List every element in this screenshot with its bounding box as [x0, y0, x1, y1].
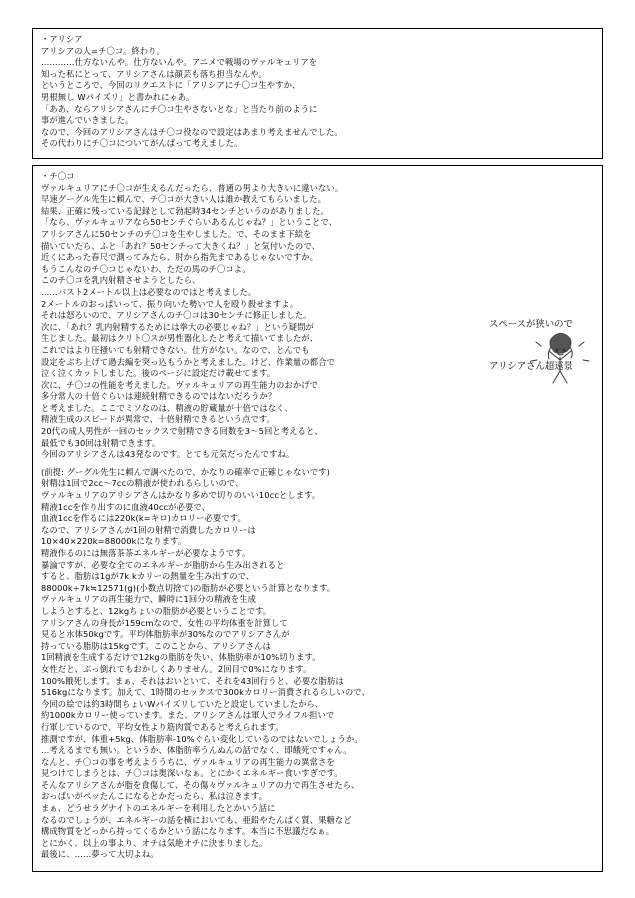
text-block-alisia-body: [33, 29, 602, 154]
text-line: 女性だと、ぶっ倒れてもおかしくありません。2回目で0%になります。: [41, 663, 312, 674]
text-line: ……バスト2メートル以上は必要なのではと考えました。: [41, 286, 257, 297]
text-line: …考えるまでも無い。というか、体脂肪率うんぬんの話でなく、即餓死ですゃん。: [41, 745, 352, 756]
text-line: 88000k÷7k≒12571(g)(小数点切捨て)の脂肪が必要という計算となります。: [41, 582, 336, 593]
text-line: おっぱいがペッたんこになるとかだったら、私は泣きます。: [41, 791, 268, 802]
chibi-character-doodle: [513, 330, 609, 406]
text-line: …………仕方ないんや。仕方ないんや。アニメで戦場のヴァルキュリアを: [41, 57, 318, 68]
text-line: 精液1ccを作り出すのに血液40ccが必要で、: [41, 501, 210, 512]
text-line: 事が進んでいきました。: [41, 115, 134, 126]
text-line: 構成物質をどっから持ってくるかという話になります。本当に不思議だなぁ。: [41, 826, 335, 837]
text-line: 男根無し Wパイズリ」と書かれにゃあ。: [41, 91, 195, 102]
text-line: それは怒ろいので、アリシアさんのチ〇コは30センチに修正しました。: [41, 310, 312, 321]
text-line: 今回の絵では約3時間ちょいWパイズリしていたと設定していましたから、: [41, 698, 324, 709]
text-line: 「ああ、ならアリシアさんにチ〇コ生やさないとな」と当たり前のように: [41, 103, 318, 114]
text-block-main-body: [33, 166, 602, 865]
text-line: 最低でも30回は射精できます。: [41, 437, 161, 448]
text-line: なので、今回のアリシアさんはチ〇コ役なので設定はあまり考えませんでした。: [41, 126, 343, 137]
text-line: 設定をぶち上げて過去編を突っ込もうかと考えました。けど、作業量の都合で: [41, 356, 335, 367]
text-line: と考えました。ここでミソなのは、精液の貯蔵量が十倍ではなく、: [41, 402, 293, 413]
text-line: 精液生成のスピードが異常で、十倍射精できるという点です。: [41, 414, 275, 425]
side-note-line: アリシアさん超遠景: [489, 361, 574, 372]
text-line: 次に、「あれ？乳内射精するためには拳大の必要じゃね？」という疑問が: [41, 321, 314, 332]
text-line: 精液作るのには無落茶茶エネルギーが必要なようです。: [41, 548, 251, 558]
text-line: 射精は1回で2cc～7ccの精液が使われるらしいので、: [41, 478, 244, 489]
text-line: その代わりにチ〇コについてがんばって考えました。: [41, 138, 243, 149]
text-line: 次に、チ〇コの性能を考えました。ヴァルキュリアの再生能力のおかげで: [41, 379, 319, 390]
side-note-line: スペースが狭いので: [489, 319, 573, 330]
text-line: 推測ですが、体重+5kg、体脂肪率-10%ぐらい変化しているのではないでしょうか。: [41, 733, 363, 744]
text-line: これではより圧掻いても射精できない。仕方がない。なので、とんでも: [41, 344, 310, 355]
text-line: 早速グーグル先生に頼んで、チ〇コが大きい人は誰か教えてもらいました。: [41, 194, 327, 205]
text-line: 20代の成人男性が一回のセックスで射精できる回数を3～5回と考えると、: [41, 426, 323, 437]
text-line: 見つけてしまうとは、チ〇コは奥深いなぁ。とにかくエネルギー食いすぎです。: [41, 768, 343, 779]
text-line: 「なら、ヴァルキュリアなら50センチぐらいあるんじゃね？」ということで、: [41, 217, 338, 228]
text-line: ・チ〇コ: [41, 171, 75, 181]
text-line: アリシアさんに50センチのチ〇コを生やしました。で、そのまま下絵を: [41, 228, 312, 239]
text-line: ヴァルキュリアにチ〇コが生えるんだったら、普通の男より大きいに違いない。: [41, 182, 344, 193]
text-line: (前提: グーグル先生に頼んで調べたので、かなりの確率で正確じゃないです): [41, 466, 330, 477]
text-line: 持っている脂肪は15kgです。このことから、アリシアさんは: [41, 640, 271, 651]
text-line: 多分常人の十倍ぐらいは連続射精できるのではないだろうか？: [41, 391, 277, 402]
text-line: 10×40×220k=88000kになります。: [41, 536, 187, 547]
text-line: 行軍しているので、平均女性より筋肉質であると考えられます。: [41, 721, 284, 732]
text-line: 2メートルのおっぱいって、振り向いた勢いで人を殴り殺せますよ。: [41, 298, 299, 309]
text-line: 近くにあった春尺で測ってみたら、肘から指先まであるじゃないですか。: [41, 252, 319, 263]
text-line: 516kgになります。加えて、1時間のセックスで300kカロリー消費されるらしいので、: [41, 687, 370, 698]
text-block-alisia: [32, 28, 603, 159]
text-line: 泣く泣くカットしました。後のページに設定だけ載せてます。: [41, 368, 276, 379]
text-line: とにかく、以上の事より、オチは気絶オチに決まりました。: [41, 837, 268, 848]
text-line: そんなアリシアさんが脂を食傷して、その傷々ヴァルキュリアの力で再生させたら、: [41, 779, 360, 790]
text-line: アリシアの人=チ〇コ。終わり。: [41, 45, 165, 56]
text-line: 1回精液を生成するだけで12kgの脂肪を失い、体脂肪率が10%切ります。: [41, 652, 321, 663]
text-line: このチ〇コを乳内射精させようとしたら、: [41, 275, 201, 286]
text-line: アリシアさんの身長が159cmなので、女性の平均体重を計算して: [41, 617, 288, 628]
text-line: しようとすると、12kgちょいの脂肪が必要ということです。: [41, 605, 272, 616]
text-line: ヴァルキュリアのアリシアさんはかなり多めで切りのいい10ccとします。: [41, 490, 321, 501]
text-line: 見ると水体50kgです。平均体脂肪率が30%なのでアリシアさんが: [41, 629, 290, 640]
text-line: なるのでしょうが、エネルギーの話を横においても、亜鉛やたんぱく質、果糖など: [41, 814, 352, 825]
text-line: 描いていたら、ふと「あれ？50センチって大きくね？」と気付いたので、: [41, 240, 320, 251]
text-line: ヴァルキュリアの再生能力で、瞬時に1回分の精液を生成: [41, 594, 257, 605]
text-line: ・アリシア: [41, 34, 83, 44]
text-line: 今回のアリシアさんは43発なのです。とても元気だったんですね。: [41, 449, 295, 460]
text-line: なので、アリシアさんが1回の射精で消費したカロリーは: [41, 524, 256, 535]
text-line: 100%餓死します。まぁ、それはおいといて、それを43回行うと、必要な脂肪は: [41, 675, 344, 686]
text-line: 約1000kカロリー使っています。また、アリシアさんは軍人でライフル担いで: [41, 710, 335, 721]
text-line: 最後に、……夢って大切よね。: [41, 849, 159, 860]
text-line: 暴論ですが、必要な全てのエネルギーが脂肪から生み出されると: [41, 559, 285, 570]
text-line: 血液1ccを作るには220k(k=キロ)カロリー必要です。: [41, 513, 246, 524]
text-line: もうこんなのチ〇コじゃないわ、ただの馬のチ〇コよ。: [41, 263, 251, 274]
text-line: なんと、チ〇コの事を考えよううちに、ヴァルキュリアの再生能力の異常さを: [41, 756, 335, 767]
text-line: というところで、今回のリクエストに「アリシアにチ〇コ生やすか、: [41, 80, 301, 91]
text-line: すると、脂肪は1gが7k kカリーの熱量を生み出すので、: [41, 571, 255, 582]
text-line: 結果、正確に残っている記録として勃起時34センチというのがありました。: [41, 205, 329, 216]
text-line: まぁ、どうせラグナイトのエネルギーを利用したとかいう話に: [41, 803, 276, 814]
text-line: 生じました。最初はクリト〇スが男性器化したと考えて描いてましたが、: [41, 333, 319, 344]
text-block-main: [32, 165, 603, 872]
text-line: 知った私にとって、アリシアさんは顔芸も落ち担当なんや。: [41, 68, 267, 79]
